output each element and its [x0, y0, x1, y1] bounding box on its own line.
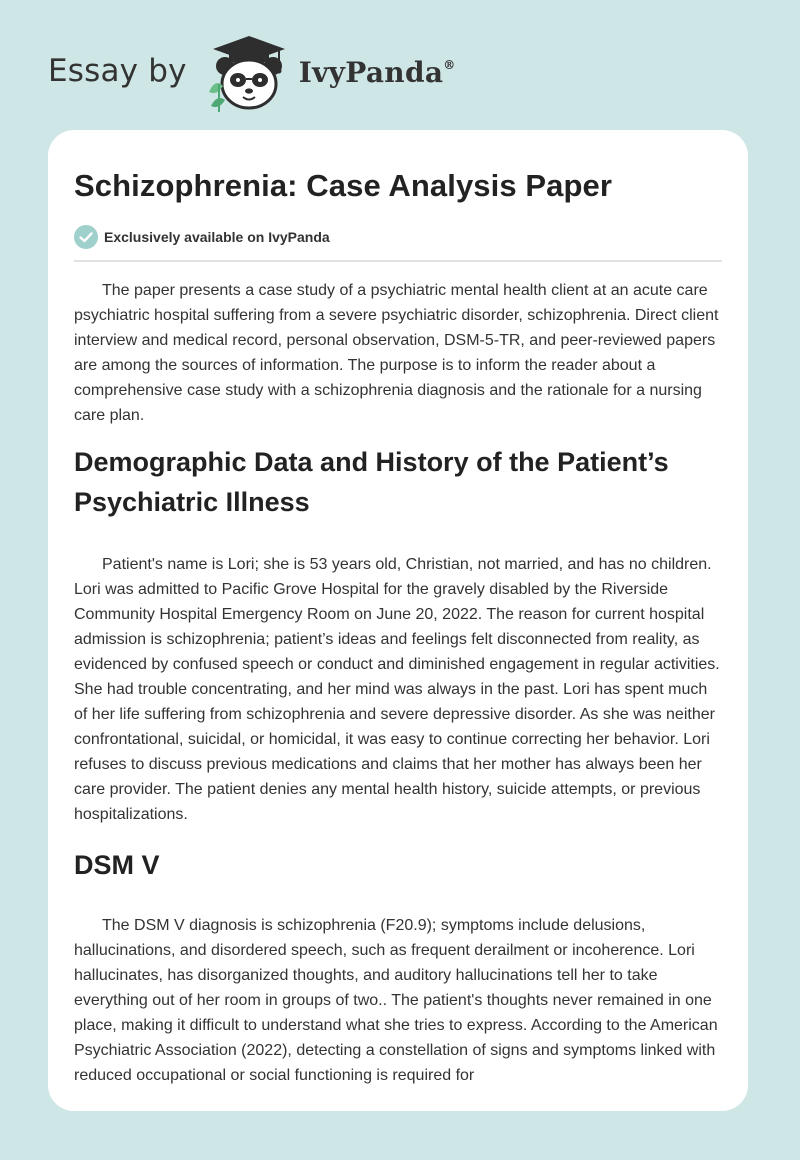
check-circle-icon	[74, 225, 98, 249]
essay-by-label: Essay by	[48, 53, 187, 89]
brand-name[interactable]	[299, 56, 456, 89]
intro-paragraph: The paper presents a case study of a psychiatric mental health client at an acute care psychiatric hospital suffering from a severe psychiatric disorder, schizophrenia. Direct client interview and medical record, personal observation, DSM-5-TR, and peer-reviewed papers are among the sources of information. The purpose is to inform the reader about a comprehensive case study with a schizophrenia diagnosis and the rationale for a nursing care plan.	[74, 282, 719, 424]
section-paragraph-dsm: The DSM V diagnosis is schizophrenia (F20.9); symptoms include delusions, hallucinations, and disordered speech, such as frequent derailment or incoherence. Lori hallucinates, has disorganized thoughts, and auditory hallucinations tell her to take everything out of her room in groups of two.. The patient's thoughts never remained in one place, making it difficult to understand what she tries to express. According to the American Psychiatric Association (2022), detecting a constellation of signs and symptoms linked with reduced occupational or social functioning is required for	[74, 917, 718, 1084]
section-heading-dsm: DSM V	[74, 850, 160, 880]
article-card	[48, 130, 748, 1111]
brand-text: IvyPanda	[298, 55, 444, 89]
exclusive-badge	[74, 224, 722, 250]
divider	[74, 260, 722, 262]
panda-logo-icon[interactable]	[201, 34, 297, 114]
article-title: Schizophrenia: Case Analysis Paper	[74, 168, 613, 203]
site-header	[48, 34, 456, 114]
registered-mark: ®	[443, 57, 456, 72]
section-heading-demographic: Demographic Data and History of the Patient’s Psychiatric Illness	[74, 447, 669, 517]
section-paragraph-demographic: Patient's name is Lori; she is 53 years old, Christian, not married, and has no children. Lori was admitted to Pacific Grove Hospital for the gravely disabled by the Riverside Community Hospital Emergency Room on June 20, 2022. The reason for current hospital admission is schizophrenia; patient’s ideas and feelings felt disconnected from reality, as evidenced by confused speech or conduct and diminished engagement in regular activities. She had trouble concentrating, and her mind was always in the past. Lori has spent much of her life suffering from schizophrenia and severe depressive disorder. As she was neither confrontational, suicidal, or homicidal, it was easy to continue correcting her behavior. Lori refuses to discuss previous medications and claims that her mother has always been her care provider. The patient denies any mental health history, suicide attempts, or previous hospitalizations.	[74, 556, 720, 823]
exclusive-badge-label: Exclusively available on IvyPanda	[104, 229, 330, 245]
